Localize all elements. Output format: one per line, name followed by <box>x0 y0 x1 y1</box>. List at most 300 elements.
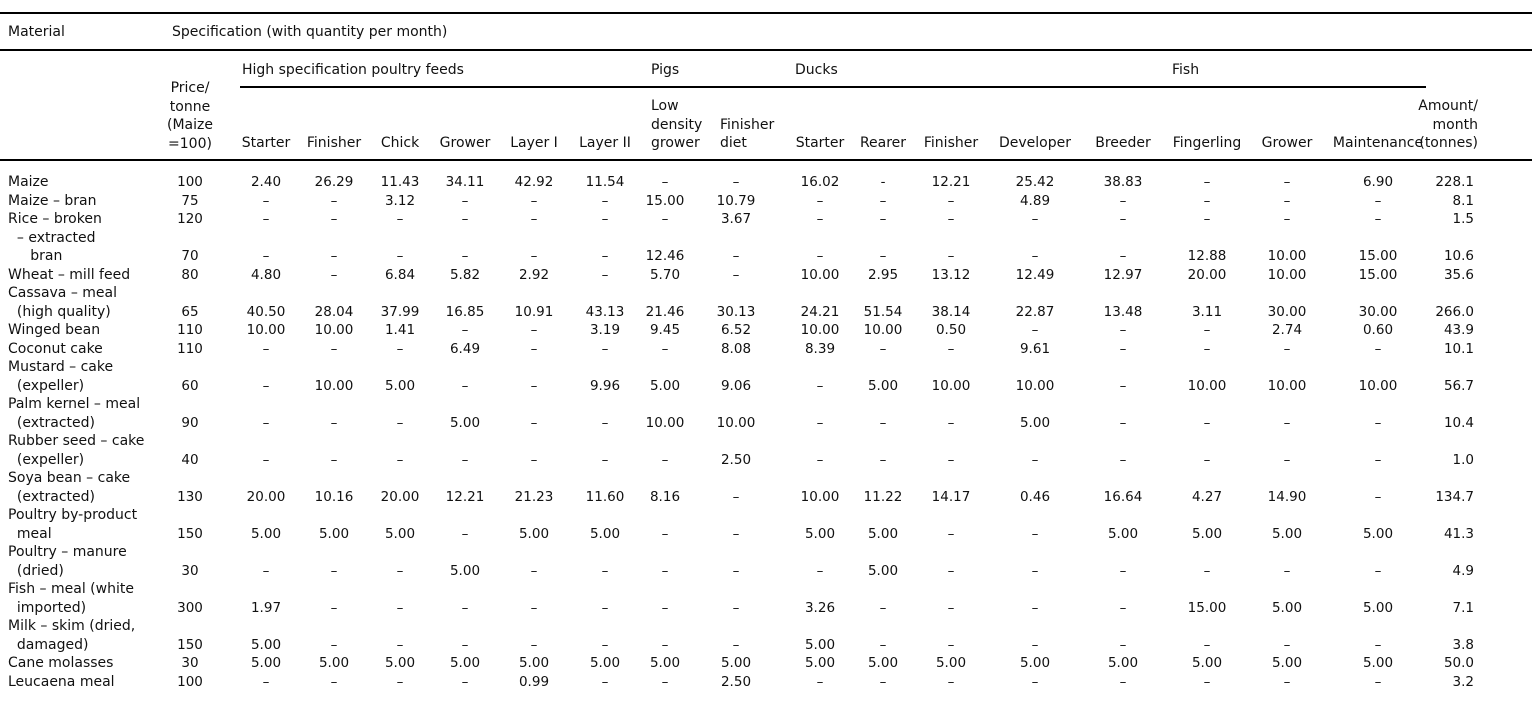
value-cell: 5.82 <box>449 266 481 283</box>
value-cell: – <box>1031 322 1039 338</box>
value-cell: – <box>530 248 538 264</box>
column-header: Rearer <box>859 135 907 151</box>
value-cell: – <box>879 673 887 690</box>
value-cell: 21.23 <box>514 488 554 505</box>
value-cell: – <box>1283 192 1291 209</box>
material-name: (extracted) <box>8 488 95 505</box>
group-poultry: High specification poultry feeds <box>242 62 464 78</box>
value-cell: – <box>1031 211 1039 227</box>
value-cell: – <box>601 562 609 579</box>
value-cell: – <box>530 636 538 653</box>
value-cell: 5.00 <box>318 655 350 671</box>
value-cell: 51.54 <box>863 303 903 320</box>
value-cell: 5.00 <box>384 525 416 542</box>
value-cell: 3.11 <box>1191 303 1223 320</box>
value-cell: 3.12 <box>384 192 416 209</box>
value-cell: – <box>396 673 404 690</box>
value-cell: 10.00 <box>246 322 286 338</box>
price-cell: 70 <box>181 248 199 264</box>
value-cell: – <box>1283 340 1291 357</box>
value-cell: – <box>1374 340 1382 357</box>
value-cell: – <box>816 248 824 264</box>
value-cell: 1.41 <box>384 322 416 338</box>
amount-cell: 8.1 <box>1452 192 1474 209</box>
value-cell: 5.00 <box>804 525 836 542</box>
material-name: Coconut cake <box>8 340 103 357</box>
value-cell: – <box>461 248 469 264</box>
value-cell: – <box>601 636 609 653</box>
material-name: damaged) <box>8 636 89 653</box>
material-name: Rubber seed – cake <box>8 433 145 449</box>
material-name: Palm kernel – meal <box>8 396 141 412</box>
value-cell: 30.13 <box>716 303 756 320</box>
value-cell: 5.00 <box>250 525 282 542</box>
amount-cell: 266.0 <box>1435 303 1474 320</box>
value-cell: 3.67 <box>720 211 752 227</box>
value-cell: 10.00 <box>314 377 354 394</box>
amount-cell: 228.1 <box>1435 174 1474 190</box>
material-header: Material <box>8 24 65 40</box>
price-cell: 100 <box>177 174 203 190</box>
value-cell: 13.48 <box>1103 303 1143 320</box>
value-cell: – <box>947 636 955 653</box>
value-cell: – <box>530 562 538 579</box>
value-cell: 0.99 <box>518 673 550 690</box>
column-header: Grower <box>439 135 491 151</box>
material-name: Mustard – cake <box>8 359 114 375</box>
value-cell: – <box>1119 211 1127 227</box>
value-cell: – <box>530 451 538 468</box>
value-cell: – <box>396 211 404 227</box>
value-cell: – <box>330 636 338 653</box>
value-cell: – <box>879 414 887 431</box>
value-cell: – <box>732 525 740 542</box>
value-cell: – <box>330 414 338 431</box>
value-cell: – <box>262 340 270 357</box>
value-cell: – <box>330 248 338 264</box>
column-header: Starter <box>795 135 845 151</box>
value-cell: 5.00 <box>1107 655 1139 671</box>
value-cell: 10.00 <box>645 414 685 431</box>
value-cell: 9.06 <box>720 377 752 394</box>
top-rule <box>0 12 1532 14</box>
value-cell: – <box>1203 192 1211 209</box>
value-cell: – <box>262 451 270 468</box>
value-cell: 5.00 <box>867 655 899 671</box>
value-cell: 25.42 <box>1015 174 1055 190</box>
price-cell: 75 <box>181 192 199 209</box>
value-cell: – <box>661 673 669 690</box>
value-cell: – <box>262 562 270 579</box>
value-cell: 5.00 <box>318 525 350 542</box>
value-cell: 9.96 <box>589 377 621 394</box>
price-cell: 110 <box>177 340 203 357</box>
value-cell: – <box>1203 451 1211 468</box>
value-cell: 26.29 <box>314 174 354 190</box>
value-cell: – <box>879 636 887 653</box>
value-cell: – <box>661 451 669 468</box>
value-cell: – <box>396 340 404 357</box>
value-cell: – <box>330 340 338 357</box>
value-cell: 6.49 <box>449 340 481 357</box>
material-name: Leucaena meal <box>8 673 115 690</box>
value-cell: 10.00 <box>1358 377 1398 394</box>
value-cell: – <box>330 562 338 579</box>
amount-cell: 56.7 <box>1443 377 1474 394</box>
value-cell: – <box>816 414 824 431</box>
value-cell: – <box>601 599 609 616</box>
material-name: Wheat – mill feed <box>8 266 131 283</box>
column-header: Grower <box>1261 135 1313 151</box>
value-cell: – <box>947 451 955 468</box>
value-cell: 5.00 <box>384 377 416 394</box>
material-name: Rice – broken <box>8 211 102 227</box>
value-cell: 0.60 <box>1362 322 1394 338</box>
value-cell: 16.02 <box>800 174 840 190</box>
column-header: Layer I <box>510 135 558 151</box>
value-cell: 42.92 <box>514 174 554 190</box>
value-cell: – <box>1031 599 1039 616</box>
value-cell: 2.92 <box>518 266 550 283</box>
value-cell: 5.00 <box>649 655 681 671</box>
group-pigs: Pigs <box>651 62 680 78</box>
value-cell: 10.00 <box>800 488 840 505</box>
material-name: Winged bean <box>8 322 101 338</box>
value-cell: 10.16 <box>314 488 354 505</box>
value-cell: 30.00 <box>1358 303 1398 320</box>
value-cell: – <box>1203 562 1211 579</box>
amount-cell: 134.7 <box>1435 488 1474 505</box>
value-cell: – <box>1119 599 1127 616</box>
value-cell: – <box>947 599 955 616</box>
amount-cell: 1.5 <box>1452 211 1474 227</box>
value-cell: 5.00 <box>1362 599 1394 616</box>
value-cell: – <box>461 599 469 616</box>
value-cell: – <box>330 673 338 690</box>
value-cell: 5.00 <box>449 655 481 671</box>
value-cell: – <box>601 340 609 357</box>
value-cell: – <box>661 525 669 542</box>
value-cell: 3.19 <box>589 322 621 338</box>
value-cell: – <box>947 562 955 579</box>
value-cell: – <box>461 322 469 338</box>
value-cell: 15.00 <box>645 192 685 209</box>
value-cell: – <box>1119 340 1127 357</box>
value-cell: – <box>661 636 669 653</box>
amount-cell: 43.9 <box>1443 322 1474 338</box>
value-cell: 30.00 <box>1267 303 1307 320</box>
value-cell: 22.87 <box>1015 303 1055 320</box>
group-ducks: Ducks <box>795 62 838 78</box>
price-header-line: =100) <box>168 135 212 152</box>
header-rule <box>0 49 1532 51</box>
column-header: density <box>651 116 703 133</box>
value-cell: – <box>1203 211 1211 227</box>
value-cell: 5.00 <box>1271 525 1303 542</box>
specification-header: Specification (with quantity per month) <box>172 24 448 40</box>
column-header: Developer <box>998 135 1072 151</box>
column-header: Fingerling <box>1172 135 1242 151</box>
value-cell: – <box>1374 414 1382 431</box>
value-cell: 12.88 <box>1187 248 1227 264</box>
material-name: Soya bean – cake <box>8 470 131 486</box>
value-cell: 10.00 <box>931 377 971 394</box>
value-cell: – <box>1374 211 1382 227</box>
value-cell: 5.00 <box>1362 525 1394 542</box>
group-fish: Fish <box>1172 62 1200 78</box>
material-name: – extracted <box>8 229 96 246</box>
value-cell: – <box>879 211 887 227</box>
value-cell: 38.83 <box>1103 174 1143 190</box>
value-cell: 10.00 <box>800 266 840 283</box>
value-cell: 5.00 <box>518 525 550 542</box>
value-cell: – <box>661 599 669 616</box>
value-cell: 10.00 <box>1267 377 1307 394</box>
price-cell: 150 <box>177 636 203 653</box>
value-cell: – <box>396 599 404 616</box>
value-cell: – <box>947 340 955 357</box>
value-cell: 10.91 <box>514 303 554 320</box>
value-cell: – <box>1374 451 1382 468</box>
value-cell: – <box>879 599 887 616</box>
value-cell: 10.79 <box>716 192 756 209</box>
price-cell: 90 <box>181 414 199 431</box>
value-cell: 2.50 <box>720 673 752 690</box>
material-name: meal <box>8 525 52 542</box>
value-cell: – <box>1283 211 1291 227</box>
value-cell: – <box>1374 636 1382 653</box>
value-cell: 5.00 <box>250 655 282 671</box>
value-cell: 2.74 <box>1271 322 1303 338</box>
value-cell: 13.12 <box>931 266 971 283</box>
price-cell: 65 <box>181 303 199 320</box>
value-cell: 34.11 <box>445 174 485 190</box>
value-cell: – <box>262 377 270 394</box>
value-cell: – <box>601 248 609 264</box>
value-cell: 5.00 <box>1271 655 1303 671</box>
value-cell: 11.60 <box>585 488 625 505</box>
value-cell: – <box>1119 192 1127 209</box>
material-name: (high quality) <box>8 303 111 320</box>
value-cell: – <box>947 248 955 264</box>
value-cell: – <box>262 248 270 264</box>
value-cell: – <box>732 248 740 264</box>
value-cell: – <box>1119 414 1127 431</box>
value-cell: – <box>732 174 740 190</box>
value-cell: 8.08 <box>720 340 752 357</box>
value-cell: 5.00 <box>449 562 481 579</box>
body-rule <box>0 159 1532 161</box>
value-cell: – <box>1031 562 1039 579</box>
value-cell: – <box>530 599 538 616</box>
value-cell: – <box>530 340 538 357</box>
value-cell: 0.46 <box>1019 488 1051 505</box>
value-cell: – <box>330 266 338 283</box>
value-cell: – <box>461 451 469 468</box>
value-cell: 8.16 <box>649 488 681 505</box>
group-underline <box>240 86 1426 88</box>
value-cell: 20.00 <box>1187 266 1227 283</box>
value-cell: – <box>661 211 669 227</box>
value-cell: – <box>601 192 609 209</box>
value-cell: 11.43 <box>380 174 420 190</box>
value-cell: 10.00 <box>716 414 756 431</box>
value-cell: – <box>732 266 740 283</box>
value-cell: – <box>396 636 404 653</box>
column-header: diet <box>720 135 747 151</box>
value-cell: 2.95 <box>867 266 899 283</box>
value-cell: – <box>396 248 404 264</box>
value-cell: – <box>1031 248 1039 264</box>
value-cell: – <box>530 192 538 209</box>
value-cell: 10.00 <box>1267 266 1307 283</box>
value-cell: – <box>879 192 887 209</box>
value-cell: – <box>1203 322 1211 338</box>
value-cell: 5.00 <box>867 562 899 579</box>
price-header-line: (Maize <box>167 117 213 133</box>
value-cell: 5.00 <box>1019 655 1051 671</box>
price-cell: 60 <box>181 377 199 394</box>
value-cell: – <box>732 488 740 505</box>
value-cell: 5.00 <box>804 655 836 671</box>
value-cell: – <box>1203 414 1211 431</box>
value-cell: 10.00 <box>1187 377 1227 394</box>
value-cell: – <box>947 525 955 542</box>
value-cell: 5.00 <box>1191 655 1223 671</box>
value-cell: 10.00 <box>1267 248 1307 264</box>
value-cell: – <box>1283 673 1291 690</box>
value-cell: 2.50 <box>720 451 752 468</box>
value-cell: – <box>661 340 669 357</box>
value-cell: – <box>1203 673 1211 690</box>
material-name: imported) <box>8 599 87 616</box>
material-name: Milk – skim (dried, <box>8 618 136 634</box>
price-header-line: Price/ <box>170 80 210 96</box>
value-cell: 10.00 <box>800 322 840 338</box>
value-cell: 10.00 <box>863 322 903 338</box>
amount-cell: 3.8 <box>1452 636 1474 653</box>
value-cell: 2.40 <box>250 174 282 190</box>
value-cell: – <box>816 377 824 394</box>
value-cell: – <box>816 673 824 690</box>
column-header: Finisher <box>720 116 775 133</box>
value-cell: 15.00 <box>1187 599 1227 616</box>
value-cell: – <box>530 211 538 227</box>
value-cell: 4.27 <box>1191 488 1223 505</box>
value-cell: – <box>530 377 538 394</box>
material-name: Poultry – manure <box>8 544 127 560</box>
value-cell: 1.97 <box>250 599 282 616</box>
value-cell: 12.49 <box>1015 266 1055 283</box>
column-header: Breeder <box>1095 135 1151 151</box>
material-name: Poultry by-product <box>8 507 138 523</box>
value-cell: – <box>461 673 469 690</box>
value-cell: 14.17 <box>931 488 971 505</box>
value-cell: 8.39 <box>804 340 836 357</box>
material-name: (expeller) <box>8 377 85 394</box>
value-cell: 5.00 <box>649 377 681 394</box>
value-cell: – <box>879 451 887 468</box>
value-cell: 12.46 <box>645 248 685 264</box>
value-cell: – <box>1283 562 1291 579</box>
value-cell: – <box>1119 248 1127 264</box>
value-cell: – <box>1374 673 1382 690</box>
value-cell: – <box>879 340 887 357</box>
value-cell: 5.00 <box>1191 525 1223 542</box>
value-cell: 5.00 <box>804 636 836 653</box>
material-name: Maize – bran <box>8 192 97 209</box>
value-cell: 24.21 <box>800 303 840 320</box>
value-cell: 9.61 <box>1019 340 1051 357</box>
amount-cell: 10.4 <box>1443 414 1474 431</box>
value-cell: – <box>947 211 955 227</box>
value-cell: – <box>816 211 824 227</box>
value-cell: 5.00 <box>384 655 416 671</box>
value-cell: 10.00 <box>314 322 354 338</box>
value-cell: 4.89 <box>1019 192 1051 209</box>
value-cell: 11.54 <box>585 174 625 190</box>
value-cell: – <box>1203 636 1211 653</box>
amount-cell: 50.0 <box>1443 655 1474 671</box>
value-cell: – <box>947 673 955 690</box>
value-cell: 38.14 <box>931 303 971 320</box>
value-cell: 5.00 <box>1107 525 1139 542</box>
value-cell: – <box>1203 340 1211 357</box>
material-name: (expeller) <box>8 451 85 468</box>
price-cell: 120 <box>177 211 203 227</box>
value-cell: 6.84 <box>384 266 416 283</box>
value-cell: – <box>330 451 338 468</box>
value-cell: 5.00 <box>935 655 967 671</box>
value-cell: 9.45 <box>649 322 681 338</box>
column-header: Chick <box>380 135 420 151</box>
value-cell: – <box>1283 636 1291 653</box>
value-cell: 20.00 <box>380 488 420 505</box>
value-cell: 37.99 <box>380 303 420 320</box>
value-cell: 5.00 <box>589 655 621 671</box>
value-cell: – <box>661 174 669 190</box>
price-cell: 40 <box>181 451 199 468</box>
price-cell: 100 <box>177 673 203 690</box>
value-cell: – <box>1031 525 1039 542</box>
value-cell: 5.00 <box>449 414 481 431</box>
value-cell: – <box>601 451 609 468</box>
value-cell: – <box>1119 322 1127 338</box>
value-cell: – <box>1031 673 1039 690</box>
value-cell: – <box>1374 562 1382 579</box>
value-cell: – <box>601 414 609 431</box>
price-cell: 130 <box>177 488 203 505</box>
value-cell: – <box>1203 174 1211 190</box>
value-cell: 20.00 <box>246 488 286 505</box>
value-cell: – <box>601 673 609 690</box>
value-cell: – <box>661 562 669 579</box>
value-cell: – <box>396 562 404 579</box>
amount-header-line: (tonnes) <box>1419 135 1478 151</box>
value-cell: – <box>262 414 270 431</box>
value-cell: 5.00 <box>867 525 899 542</box>
price-cell: 30 <box>181 655 199 671</box>
value-cell: – <box>530 414 538 431</box>
price-header-line: tonne <box>169 98 211 115</box>
material-name: bran <box>8 248 63 264</box>
value-cell: 16.64 <box>1103 488 1143 505</box>
value-cell: – <box>1374 192 1382 209</box>
value-cell: 12.21 <box>931 174 971 190</box>
material-name: Fish – meal (white <box>8 581 134 597</box>
value-cell: – <box>461 377 469 394</box>
amount-cell: 1.0 <box>1452 451 1474 468</box>
